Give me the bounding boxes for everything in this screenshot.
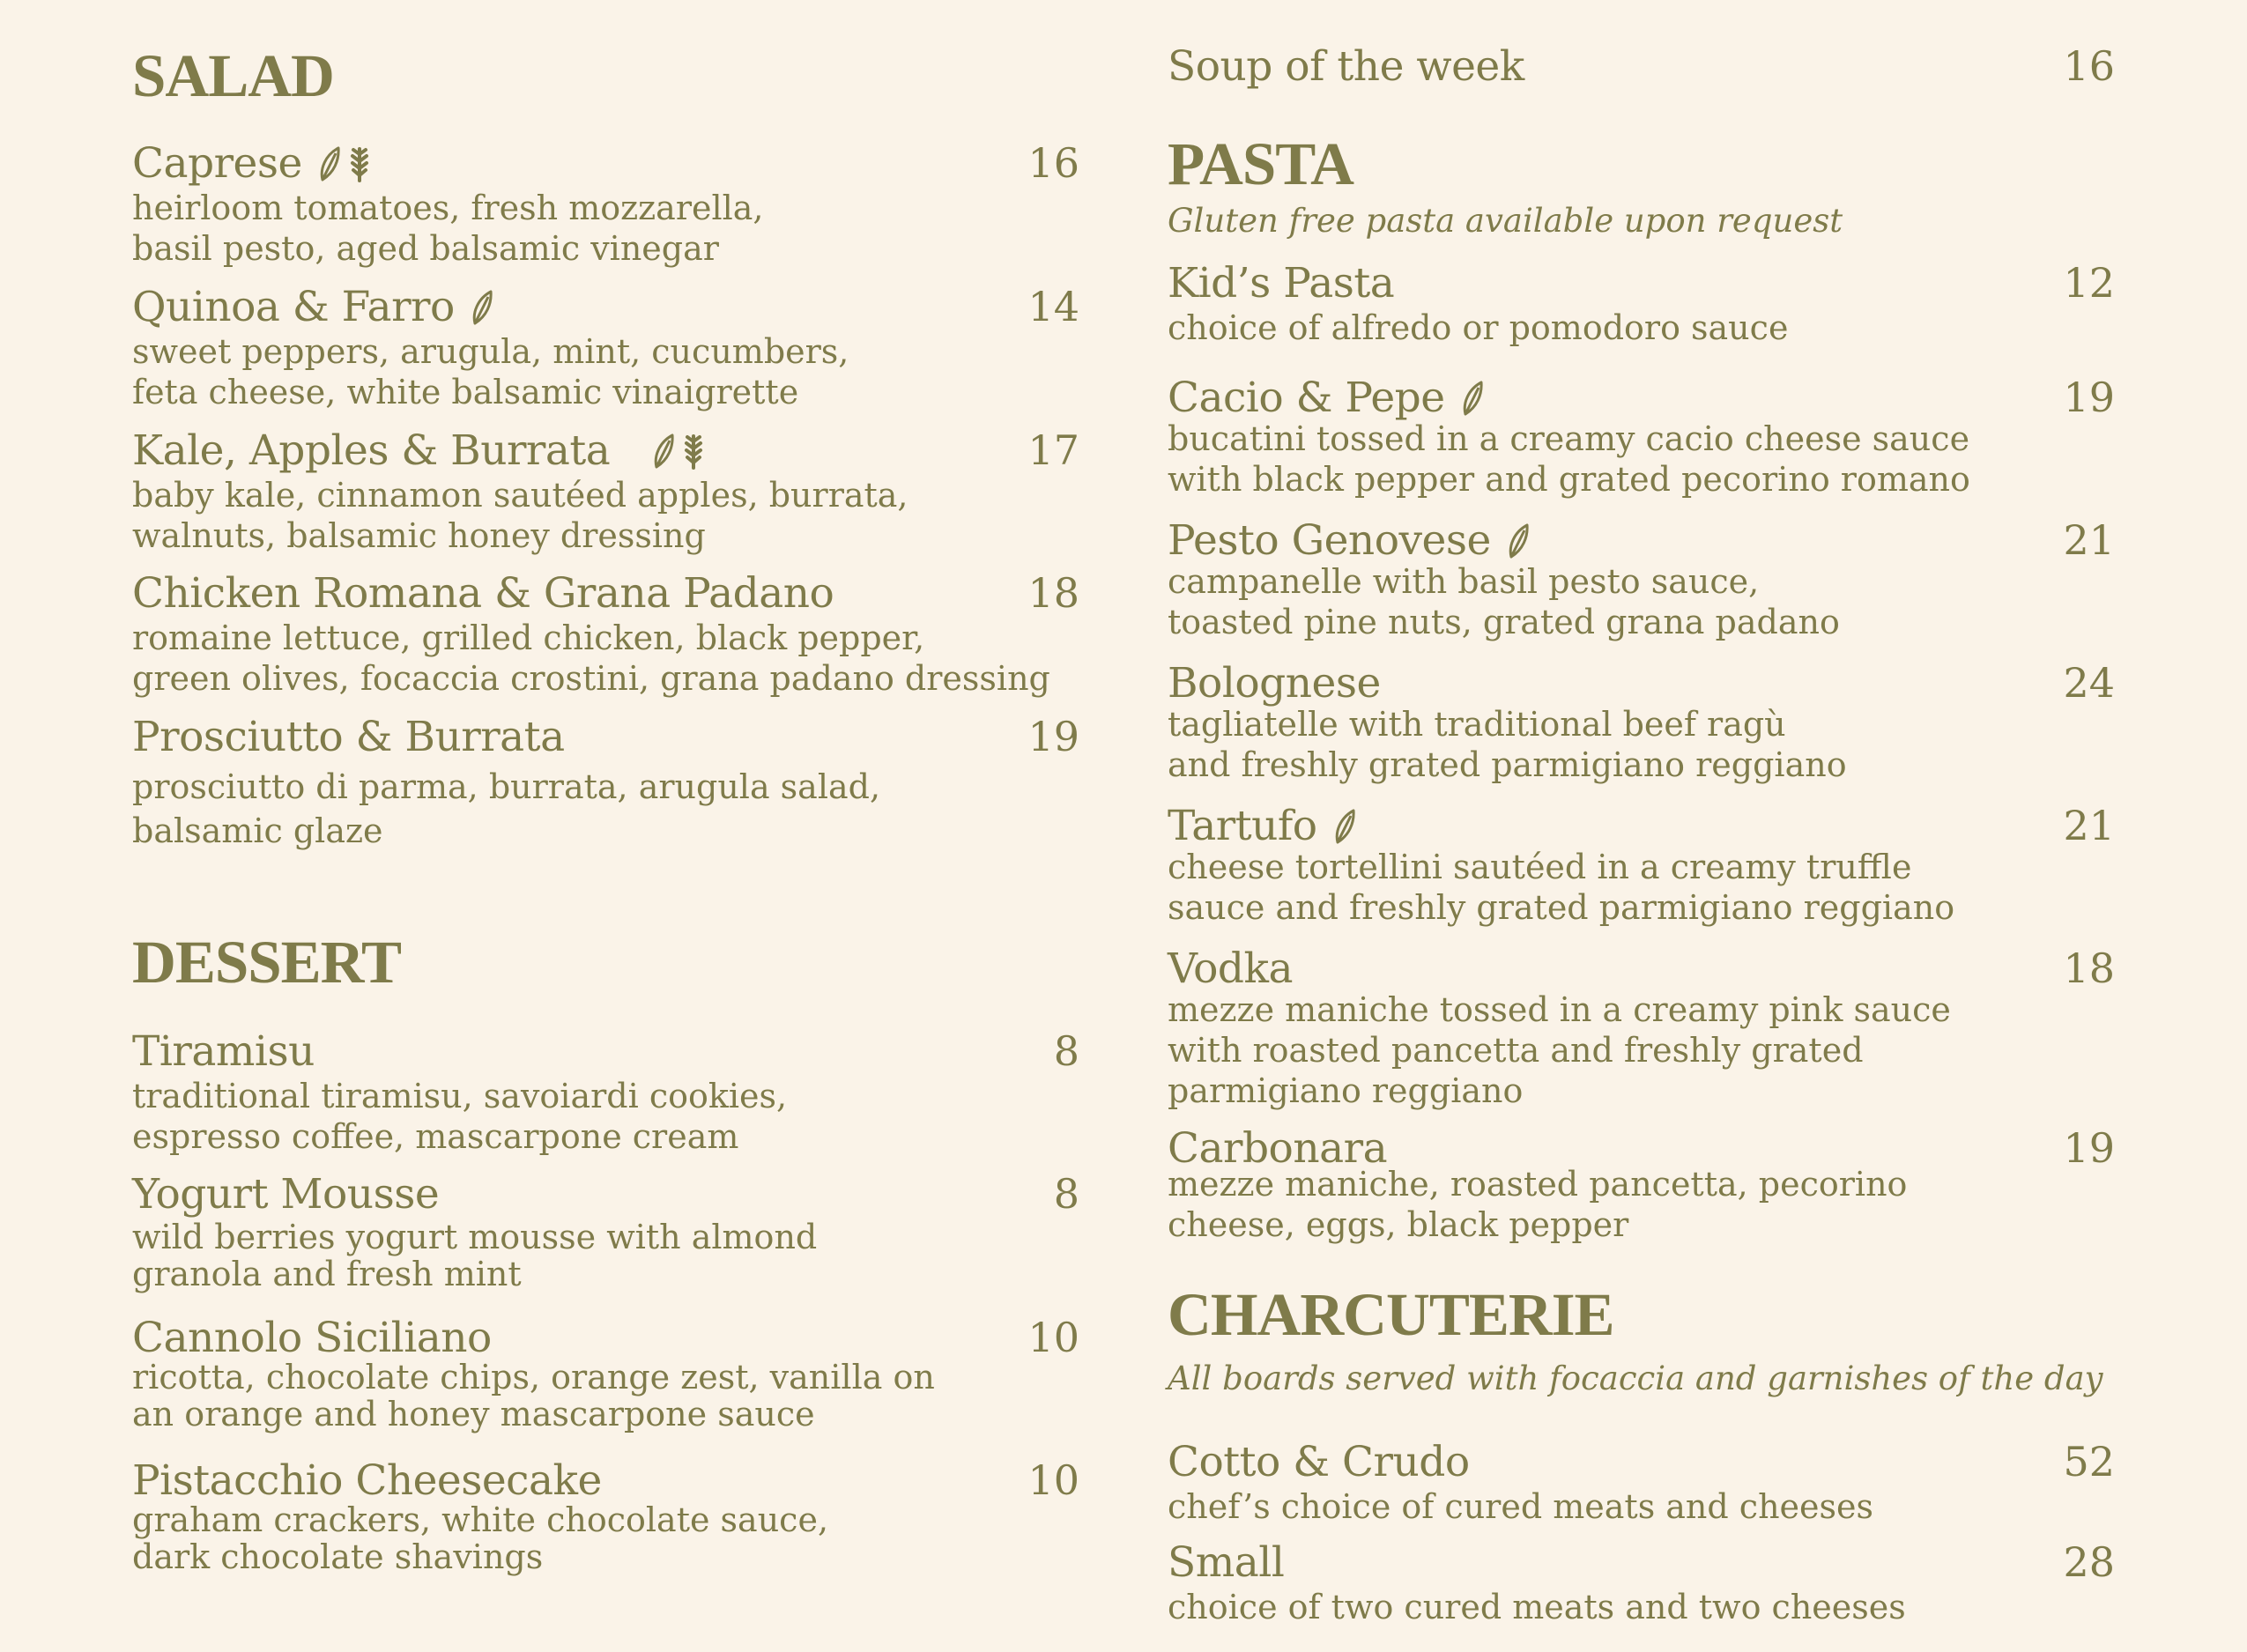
menu-item-small — [1168, 1538, 2115, 1627]
menu-item-kale-apples-burrata — [132, 426, 1079, 556]
item-price: 52 — [2063, 1438, 2115, 1485]
menu-item-cotto-crudo — [1168, 1438, 2115, 1527]
vegetarian-leaf-icon — [652, 433, 675, 469]
item-name: Prosciutto & Burrata — [132, 713, 565, 761]
item-name: Chicken Romana & Grana Padano — [132, 569, 834, 618]
item-name: Soup of the week — [1168, 42, 1524, 91]
menu-item-tartufo — [1168, 802, 2115, 928]
item-price: 8 — [1053, 1170, 1079, 1218]
item-price: 10 — [1027, 1314, 1079, 1361]
item-price: 8 — [1053, 1027, 1079, 1075]
item-price: 18 — [1027, 569, 1079, 617]
menu-item-cacio-pepe — [1168, 374, 2115, 500]
item-price: 14 — [1027, 283, 1079, 330]
item-description: graham crackers, white chocolate sauce, dark chocolate shavings — [132, 1500, 829, 1576]
item-description: tagliatelle with traditional beef ragù and freshly grated parmigiano reggiano — [1168, 705, 1847, 784]
item-name: Pistacchio Cheesecake — [132, 1456, 602, 1505]
item-price: 16 — [2063, 42, 2115, 90]
menu-item-tiramisu — [132, 1027, 1079, 1157]
menu-item-pesto-genovese — [1168, 516, 2115, 642]
pasta-heading: PASTA — [1168, 130, 1353, 197]
item-price: 18 — [2063, 945, 2115, 992]
item-description: mezze maniche tossed in a creamy pink sauce with roasted pancetta and freshly grated parmigiano reggiano — [1168, 990, 1951, 1110]
item-description: wild berries yogurt mousse with almond granola and fresh mint — [132, 1218, 818, 1293]
item-price: 17 — [1027, 426, 1079, 474]
menu-item-carbonara — [1168, 1124, 2115, 1245]
item-name: Tiramisu — [132, 1027, 315, 1076]
item-price: 28 — [2063, 1538, 2115, 1586]
menu-item-prosciutto-burrata — [132, 713, 1079, 853]
item-price: 21 — [2063, 516, 2115, 564]
menu-item-quinoa-farro — [132, 283, 1079, 412]
item-description: sweet peppers, arugula, mint, cucumbers, feta cheese, white balsamic vinaigrette — [132, 332, 849, 411]
item-name: Kid’s Pasta — [1168, 259, 1395, 307]
item-description: ricotta, chocolate chips, orange zest, vanilla on an orange and honey mascarpone sauce — [132, 1358, 935, 1433]
item-price: 24 — [2063, 659, 2115, 707]
item-name: Carbonara — [1168, 1124, 1388, 1173]
item-description: romaine lettuce, grilled chicken, black pepper, green olives, focaccia crostini, grana padano dressing — [132, 619, 1050, 698]
vegetarian-leaf-icon — [318, 146, 341, 181]
menu-item-caprese — [132, 139, 1079, 269]
item-name: Pesto Genovese — [1168, 516, 1491, 565]
wheat-icon — [680, 433, 707, 470]
vegetarian-leaf-icon — [1507, 523, 1530, 559]
item-description: baby kale, cinnamon sautéed apples, burrata, walnuts, balsamic honey dressing — [132, 476, 908, 555]
item-description: prosciutto di parma, burrata, arugula salad, balsamic glaze — [132, 767, 881, 850]
item-name: Bolognese — [1168, 659, 1381, 707]
item-price: 19 — [2063, 374, 2115, 421]
item-description: traditional tiramisu, savoiardi cookies, espresso coffee, mascarpone cream — [132, 1077, 788, 1156]
item-name: Small — [1168, 1538, 1285, 1587]
item-name: Cannolo Siciliano — [132, 1314, 492, 1362]
menu-item-vodka — [1168, 945, 2115, 1111]
item-price: 12 — [2063, 259, 2115, 307]
menu-item-cannolo-siciliano — [132, 1314, 1079, 1433]
item-price: 21 — [2063, 802, 2115, 849]
salad-heading: SALAD — [132, 42, 334, 109]
menu-item-kids-pasta — [1168, 259, 2115, 348]
menu-item-bolognese — [1168, 659, 2115, 785]
vegetarian-leaf-icon — [471, 290, 493, 325]
wheat-icon — [346, 145, 373, 182]
item-price: 19 — [1027, 713, 1079, 760]
item-name: Caprese — [132, 139, 302, 188]
vegetarian-leaf-icon — [1333, 809, 1356, 844]
item-name: Quinoa & Farro — [132, 283, 455, 331]
item-description: bucatini tossed in a creamy cacio cheese sauce with black pepper and grated pecorino romano — [1168, 419, 1970, 499]
menu-item-soup-of-the-week — [1168, 42, 2115, 91]
item-name: Cacio & Pepe — [1168, 374, 1445, 422]
charcuterie-note: All boards served with focaccia and garnishes of the day — [1168, 1359, 2103, 1397]
item-price: 19 — [2063, 1124, 2115, 1172]
vegetarian-leaf-icon — [1461, 381, 1484, 416]
item-name: Tartufo — [1168, 802, 1317, 850]
item-name: Yogurt Mousse — [132, 1170, 440, 1219]
pasta-note: Gluten free pasta available upon request — [1168, 202, 1843, 240]
charcuterie-heading: CHARCUTERIE — [1168, 1281, 1614, 1348]
item-description: mezze maniche, roasted pancetta, pecorino cheese, eggs, black pepper — [1168, 1165, 1908, 1244]
item-price: 16 — [1027, 139, 1079, 187]
item-price: 10 — [1027, 1456, 1079, 1504]
item-description: heirloom tomatoes, fresh mozzarella, basil pesto, aged balsamic vinegar — [132, 189, 764, 268]
dessert-heading: DESSERT — [132, 929, 402, 996]
item-description: campanelle with basil pesto sauce, toasted pine nuts, grated grana padano — [1168, 562, 1840, 641]
item-description: choice of two cured meats and two cheeses — [1168, 1588, 1906, 1626]
item-description: chef’s choice of cured meats and cheeses — [1168, 1487, 1874, 1526]
item-name: Vodka — [1168, 945, 1294, 993]
item-description: choice of alfredo or pomodoro sauce — [1168, 308, 1789, 347]
item-name: Cotto & Crudo — [1168, 1438, 1470, 1486]
item-name: Kale, Apples & Burrata — [132, 426, 611, 475]
item-description: cheese tortellini sautéed in a creamy truffle sauce and freshly grated parmigiano reggiano — [1168, 848, 1955, 927]
menu-item-pistacchio-cheesecake — [132, 1456, 1079, 1576]
menu-item-yogurt-mousse — [132, 1170, 1079, 1293]
menu-item-chicken-romana — [132, 569, 1079, 699]
